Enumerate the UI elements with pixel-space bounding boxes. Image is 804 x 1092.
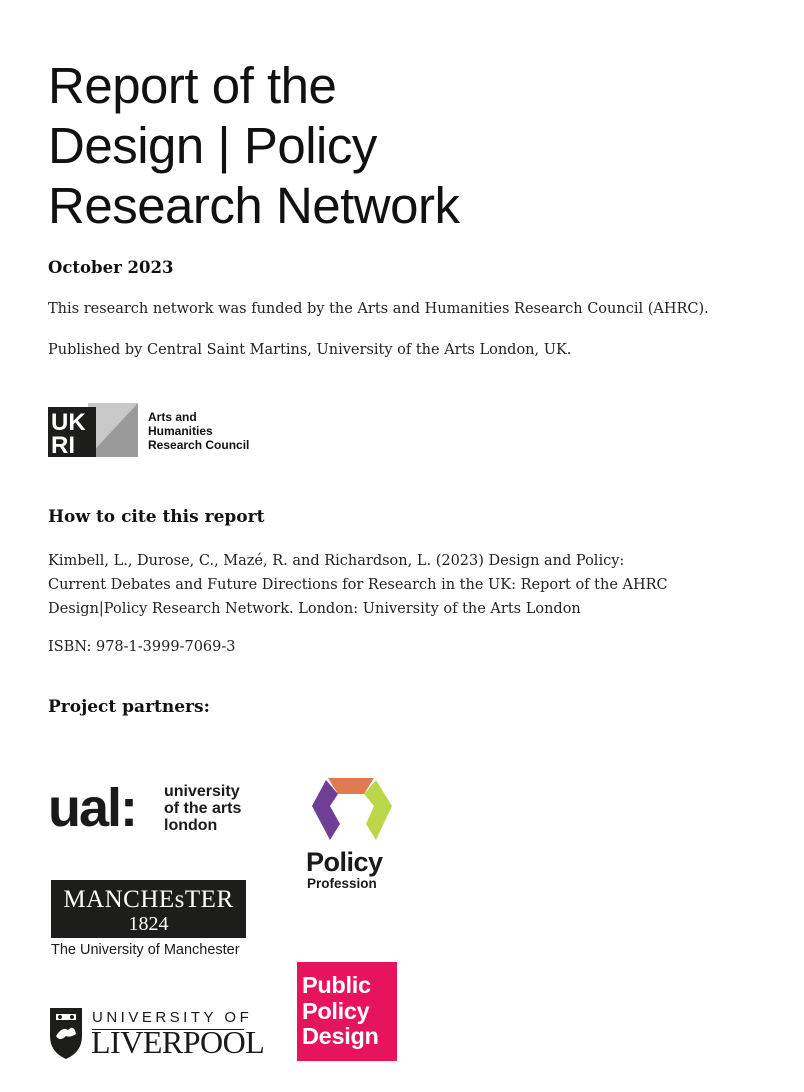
liverpool-bottom: LIVERPOOL: [91, 1024, 265, 1060]
title-line: Research Network: [48, 177, 460, 234]
ual-logo-text: [164, 783, 241, 834]
citation-line: Kimbell, L., Durose, C., Mazé, R. and Richardson, L. (2023) Design and Policy:: [48, 553, 625, 569]
partners-heading: Project partners:: [48, 697, 210, 717]
manchester-logo: [48, 878, 253, 960]
policy-profession-word: Policy: [306, 847, 383, 877]
citation-line: Current Debates and Future Directions for Research in the UK: Report of the AHRC: [48, 577, 668, 593]
isbn: ISBN: 978-1-3999-7069-3: [48, 639, 236, 655]
manchester-name: MANCHEsTER: [63, 886, 234, 913]
ual-logo-line: university: [164, 783, 240, 800]
ukri-mark-bottom: RI: [51, 432, 75, 459]
ppd-line: Public: [302, 972, 371, 998]
ukri-mark-top: UK: [51, 409, 86, 436]
ual-mark: ual:: [48, 778, 137, 838]
manchester-year: 1824: [128, 913, 169, 935]
ual-logo-line: of the arts: [164, 800, 242, 817]
liverpool-crest-icon: [48, 1006, 84, 1060]
ppd-line: Policy: [302, 997, 370, 1024]
ahrc-logo-line: Arts and: [148, 410, 197, 424]
ahrc-logo-text: [148, 410, 249, 452]
policy-profession-hexagon-icon: [308, 774, 398, 850]
public-policy-design-text: [302, 973, 379, 1050]
policy-profession-sub: Profession: [307, 876, 377, 891]
report-title: [48, 56, 608, 236]
ual-logo-line: london: [164, 817, 218, 834]
publisher-statement: Published by Central Saint Martins, University of the Arts London, UK.: [48, 342, 572, 358]
report-date: October 2023: [48, 258, 174, 277]
ahrc-logo-line: Humanities: [148, 424, 213, 438]
ahrc-logo: [48, 401, 258, 459]
title-line: Design | Policy: [48, 117, 377, 174]
ahrc-logo-line: Research Council: [148, 438, 250, 452]
cite-heading: How to cite this report: [48, 507, 265, 527]
citation-text: [48, 549, 668, 621]
public-policy-design-logo: [297, 962, 397, 1061]
ukri-logo: [48, 401, 140, 459]
liverpool-logo: [48, 1004, 265, 1064]
funding-statement: This research network was funded by the Arts and Humanities Research Council (AHRC).: [48, 301, 709, 317]
manchester-logo-box: [51, 880, 246, 938]
manchester-sub: The University of Manchester: [51, 942, 240, 958]
citation-line: Design|Policy Research Network. London: University of the Arts London: [48, 601, 581, 617]
policy-profession-logo: [300, 772, 400, 897]
title-line: Report of the: [48, 57, 337, 114]
liverpool-top: UNIVERSITY OF: [92, 1009, 253, 1026]
ual-logo: [48, 780, 258, 836]
ppd-line: Design: [302, 1023, 379, 1049]
